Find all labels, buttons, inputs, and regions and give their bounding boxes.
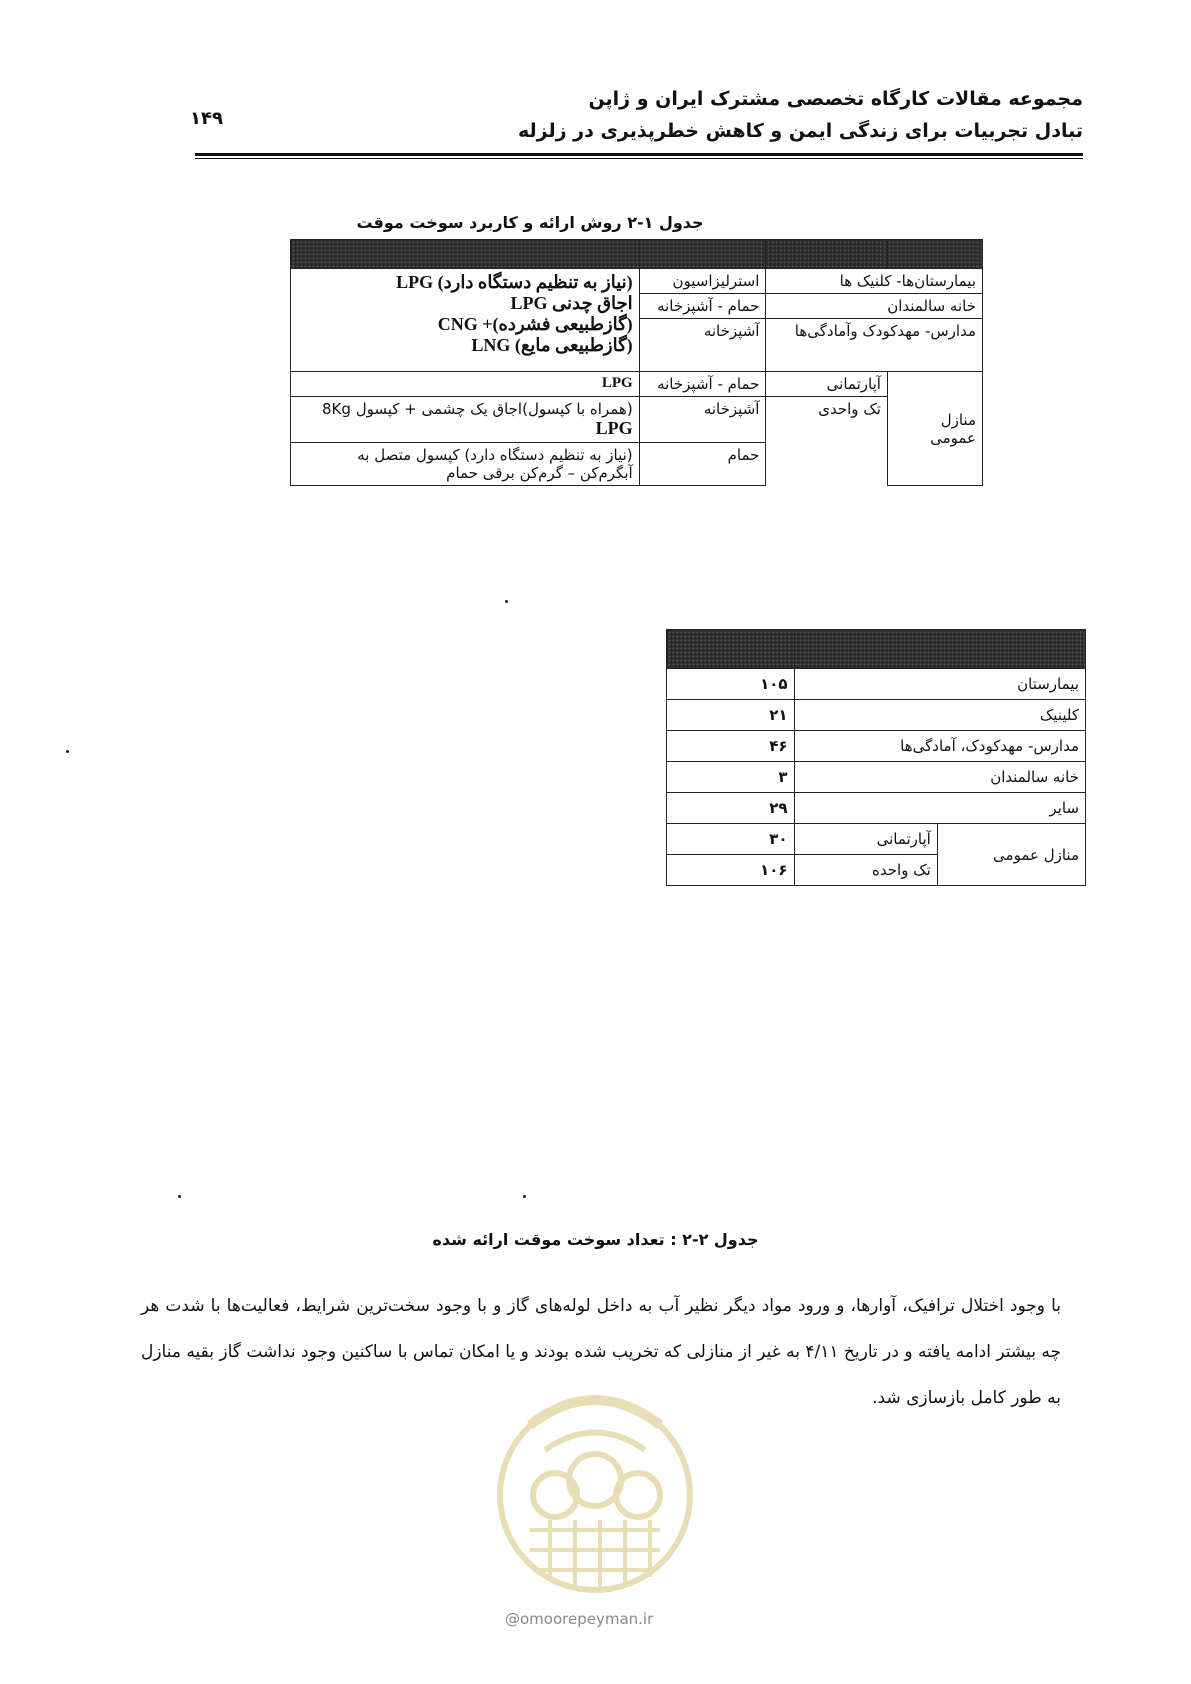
method-text: آبگرم‌کن – گرم‌کن برقی حمام [446, 464, 633, 482]
table-cell [291, 269, 640, 372]
watermark-url: @omoorepeyman.ir [505, 1610, 654, 1628]
table1-header-row [291, 240, 983, 269]
scan-speck [66, 750, 69, 753]
table-cell: ۲۹ [667, 793, 795, 824]
table-cell: ۳۰ [667, 824, 795, 855]
table-cell: آشپزخانه [639, 397, 766, 443]
table-cell: آپارتمانی [794, 824, 937, 855]
header-title-line1: مجموعه مقالات کارگاه تخصصی مشترک ایران و ژاپن [588, 88, 1083, 110]
table-row [667, 669, 1086, 700]
table-cell: خانه سالمندان [766, 294, 983, 319]
table-row [667, 824, 1086, 855]
table-cell: حمام [639, 443, 766, 486]
table-cell [291, 397, 640, 443]
table-cell: تک واحده [794, 855, 937, 886]
table-cell: آپارتمانی [766, 372, 887, 397]
table-cell: حمام - آشپزخانه [639, 294, 766, 319]
scan-speck [505, 600, 508, 603]
scan-speck [523, 1195, 526, 1198]
table-cell: ۳ [667, 762, 795, 793]
table-cell: ۲۱ [667, 700, 795, 731]
table-cell: استرلیزاسیون [639, 269, 766, 294]
method-text: (گازطبیعی مایع) LNG [471, 335, 633, 355]
header-rule [195, 153, 1083, 156]
fuel-methods-table [290, 239, 983, 486]
table-cell: مدارس- مهدکودک، آمادگی‌ها [794, 731, 1085, 762]
table-cell: ۱۰۵ [667, 669, 795, 700]
table-cell: ۱۰۶ [667, 855, 795, 886]
table-cell: ۴۶ [667, 731, 795, 762]
table-cell: کلینیک [794, 700, 1085, 731]
table-cell: بیمارستان [794, 669, 1085, 700]
fuel-count-table [666, 629, 1086, 886]
table-cell: خانه سالمندان [794, 762, 1085, 793]
method-text: (همراه با کپسول)اجاق یک چشمی + کپسول 8Kg [322, 400, 633, 418]
table-cell: منازل عمومی [937, 824, 1085, 886]
table-cell: سایر [794, 793, 1085, 824]
body-paragraph: با وجود اختلال ترافیک، آوارها، و ورود مواد دیگر نظیر آب به داخل لوله‌های گاز و با وجود سخت‌ترین شرایط، فعالیت‌ها با شدت هر چه بیشتر ادامه یافته و در تاریخ ۴/۱۱ به غیر از منازلی که تخریب شده بودند و یا امکان تماس با ساکنین وجود نداشت گاز بقیه منازل به طور کامل بازسازی شد. [141, 1296, 1061, 1408]
table-cell: بیمارستان‌ها- کلنیک ها [766, 269, 983, 294]
table-row [667, 793, 1086, 824]
table-cell: آشپزخانه [639, 319, 766, 372]
method-text: (نیاز به تنظیم دستگاه دارد) LPG [396, 272, 633, 292]
method-text: LPG [595, 418, 633, 438]
table-cell [291, 443, 640, 486]
table-row [291, 397, 983, 443]
table-cell: LPG [291, 372, 640, 397]
header-rule-thin [195, 158, 1083, 159]
table-cell: منازل عمومی [887, 372, 982, 486]
table-cell: مدارس- مهدکودک وآمادگی‌ها [766, 319, 983, 372]
table-row [667, 700, 1086, 731]
watermark-logo-icon [490, 1355, 700, 1605]
page-number: ۱۴۹ [190, 108, 223, 129]
method-text: (گازطبیعی فشرده)+ CNG [437, 314, 633, 334]
scan-speck [178, 1195, 181, 1198]
method-text: اجاق چدنی LPG [510, 293, 633, 313]
table1-caption: جدول ۱-۲ روش ارائه و کاربرد سوخت موقت [356, 213, 704, 232]
table-cell: حمام - آشپزخانه [639, 372, 766, 397]
table-row [291, 269, 983, 294]
table-cell: تک واحدی [766, 397, 887, 486]
table2-caption: جدول ۲-۲ : تعداد سوخت موقت ارائه شده [432, 1230, 759, 1249]
table-row [291, 372, 983, 397]
header-title-line2: تبادل تجربیات برای زندگی ایمن و کاهش خطرپذیری در زلزله [518, 120, 1083, 142]
table-row [667, 762, 1086, 793]
method-text: (نیاز به تنظیم دستگاه دارد) کپسول متصل به [357, 446, 633, 464]
table-row [667, 731, 1086, 762]
table2-header-row [667, 630, 1086, 669]
